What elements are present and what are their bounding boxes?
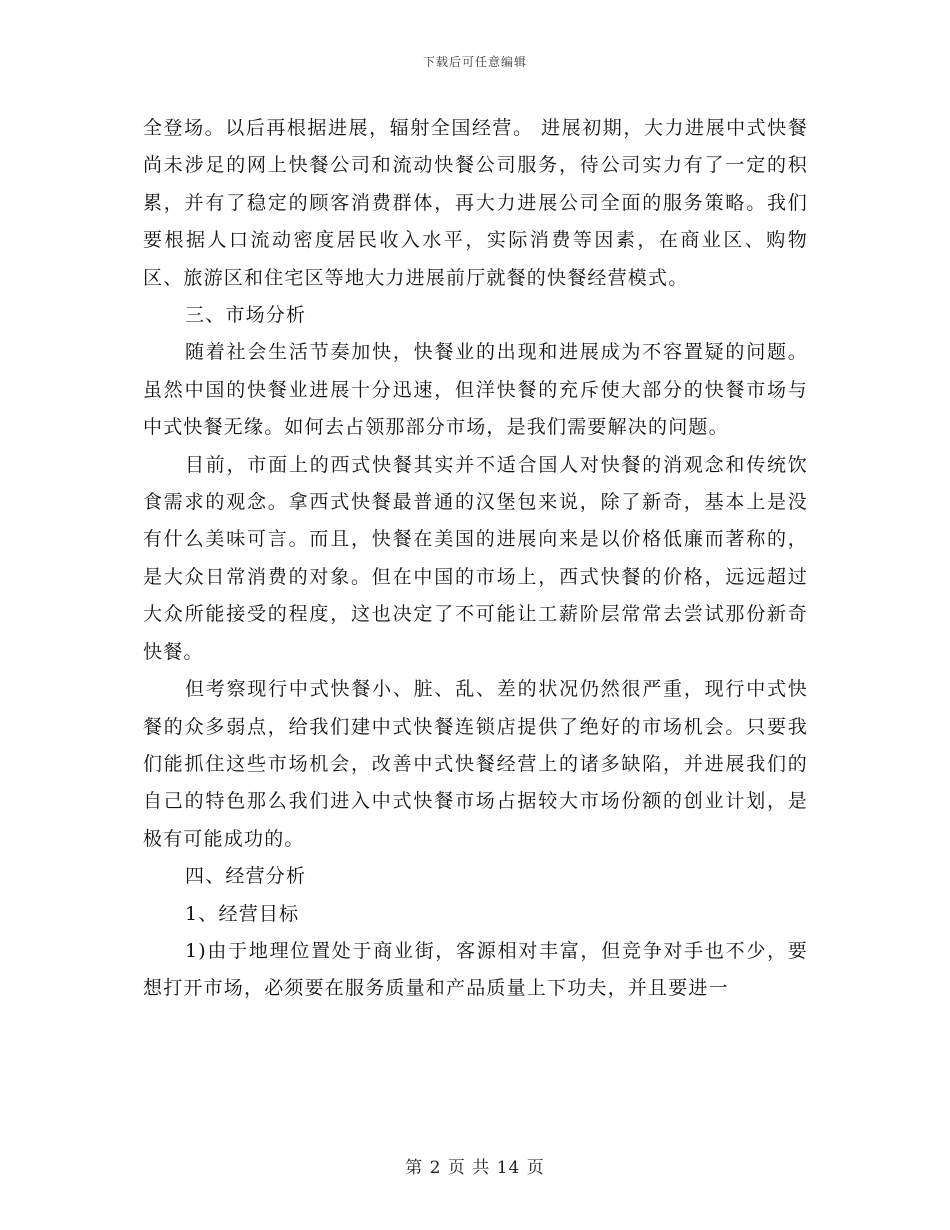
subsection-heading-operation-goals: 1、经营目标 xyxy=(185,902,300,925)
page-header-note: 下载后可任意编辑 xyxy=(422,55,527,69)
paragraph-western-fastfood: 目前，市面上的西式快餐其实并不适合国人对快餐的消观念和传统饮食需求的观念。拿西式快餐最普通的汉堡包来说，除了新奇，基本上是没有什么美味可言。而且，快餐在美国的进展向来是以价格低廉而著称的，是大众日常消费的对象。但在中国的市场上，西式快餐的价格，远远超过大众所能接受的程度，这也决定了不可能让工薪阶层常常去尝试那份新奇快餐。 xyxy=(143,453,808,663)
paragraph-market-intro: 随着社会生活节奏加快，快餐业的出现和进展成为不容置疑的问题。虽然中国的快餐业进展十分迅速，但洋快餐的充斥使大部分的快餐市场与中式快餐无缘。如何去占领那部分市场，是我们需要解决的问题。 xyxy=(143,341,808,439)
section-heading-market-analysis: 三、市场分析 xyxy=(185,304,307,327)
page-number-footer: 第 2 页 共 14 页 xyxy=(405,1158,545,1178)
paragraph-chinese-fastfood-opportunity: 但考察现行中式快餐小、脏、乱、差的状况仍然很严重，现行中式快餐的众多弱点，给我们建中式快餐连锁店提供了绝好的市场机会。只要我们能抓住这些市场机会，改善中式快餐经营上的诸多缺陷，并进展我们的自己的特色那么我们进入中式快餐市场占据较大市场份额的创业计划，是极有可能成功的。 xyxy=(143,678,808,850)
paragraph-continuation: 全登场。以后再根据进展，辐射全国经营。 进展初期，大力进展中式快餐尚未涉足的网上快餐公司和流动快餐公司服务，待公司实力有了一定的积累，并有了稳定的顾客消费群体，再大力进展公司全面的服务策略。我们要根据人口流动密度居民收入水平，实际消费等因素，在商业区、购物区、旅游区和住宅区等地大力进展前厅就餐的快餐经营模式。 xyxy=(143,117,808,289)
section-heading-operation-analysis: 四、经营分析 xyxy=(185,865,307,888)
paragraph-goal-1: 1)由于地理位置处于商业街，客源相对丰富，但竞争对手也不少，要想打开市场，必须要在服务质量和产品质量上下功夫，并且要进一 xyxy=(143,939,808,1000)
document-body xyxy=(143,110,808,1008)
